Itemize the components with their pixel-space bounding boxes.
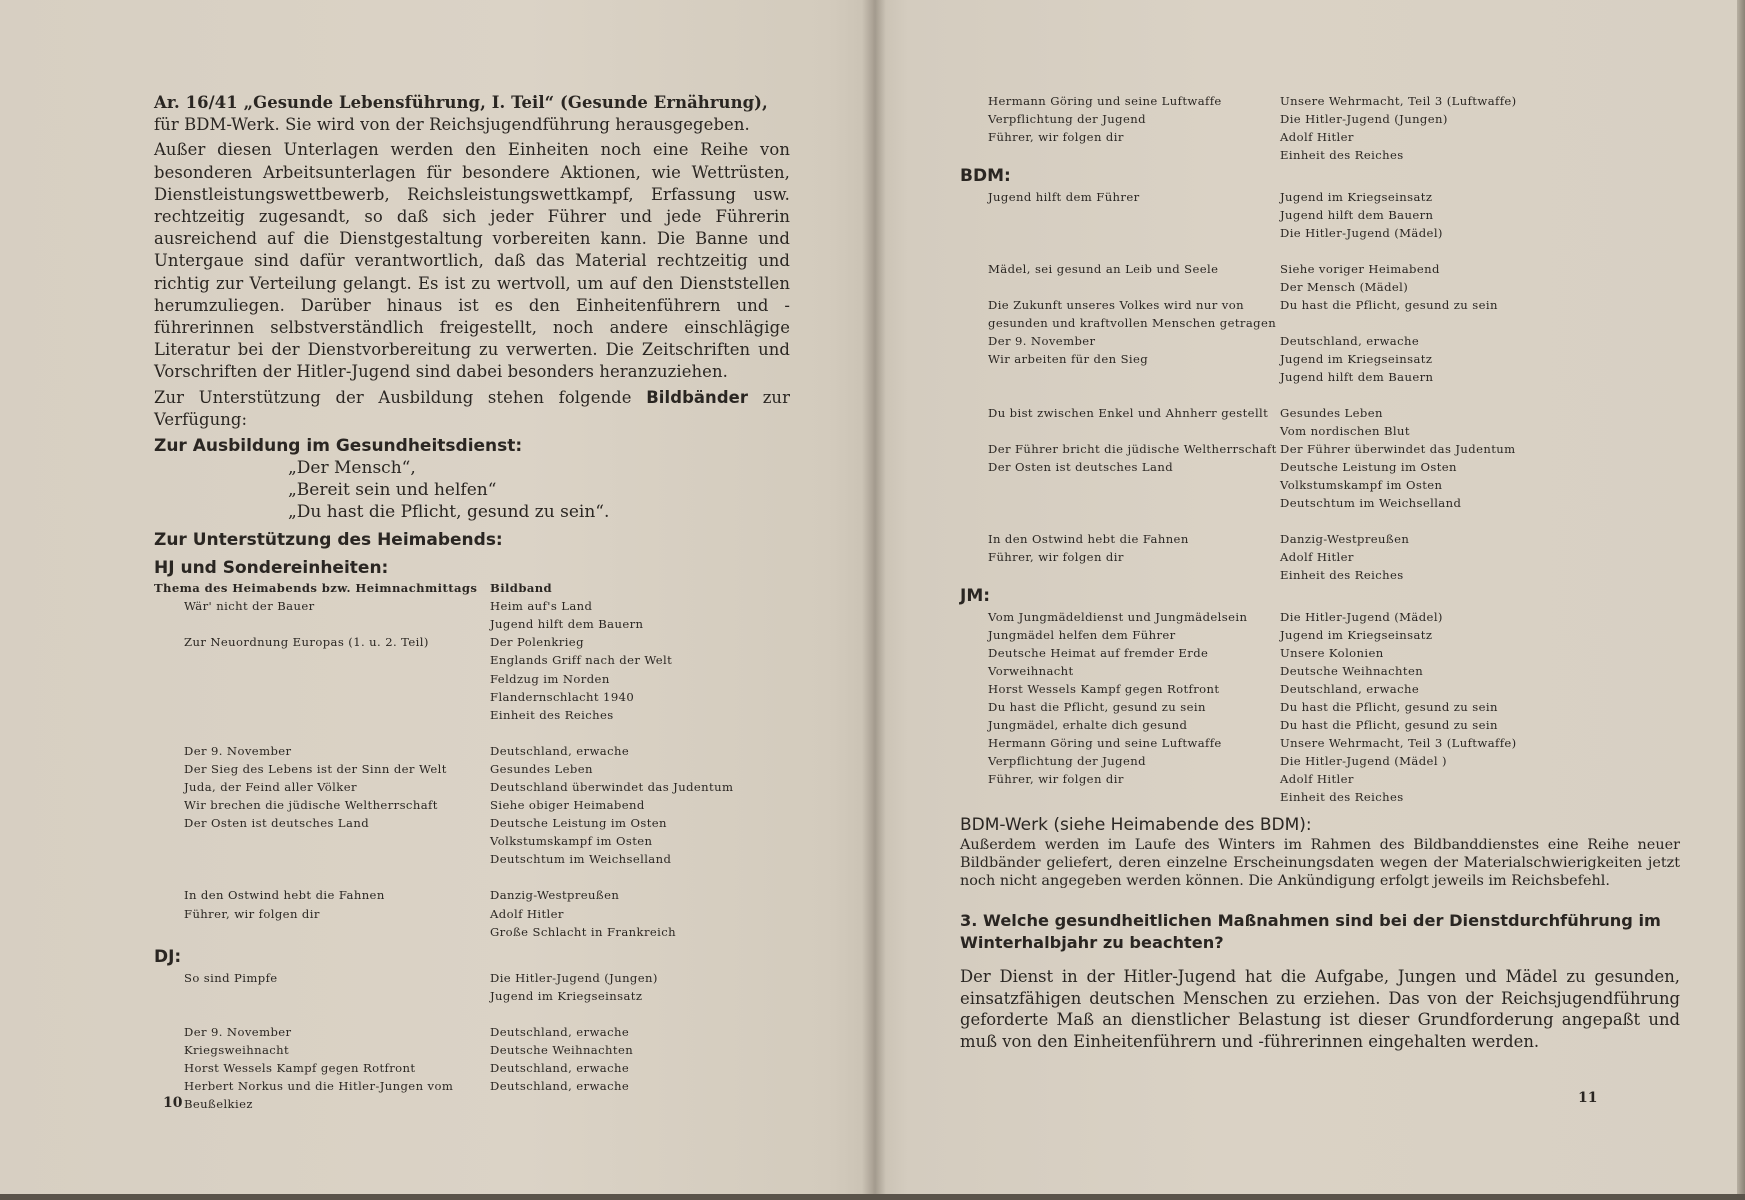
table-row bbox=[154, 1059, 790, 1077]
cell-bildband: Adolf Hitler bbox=[1280, 130, 1354, 144]
cell-thema: Verpflichtung der Jugend bbox=[988, 754, 1146, 768]
table-row bbox=[154, 706, 790, 724]
table-row bbox=[960, 350, 1680, 368]
column-header-thema: Thema des Heimabends bzw. Heimnachmittags bbox=[154, 581, 478, 596]
cell-thema bbox=[960, 422, 1280, 440]
cell-bildband: Jugend im Kriegseinsatz bbox=[1280, 628, 1433, 642]
cell-thema: Jugend hilft dem Führer bbox=[988, 190, 1140, 204]
quote-item: „Du hast die Pflicht, gesund zu sein“. bbox=[288, 502, 610, 523]
cell-bildband: Deutschland, erwache bbox=[490, 1061, 630, 1076]
table-row bbox=[960, 458, 1680, 476]
cell-thema bbox=[960, 368, 1280, 386]
table-row bbox=[154, 742, 790, 760]
bdm-table-body bbox=[960, 188, 1680, 584]
cell-thema: Juda, der Feind aller Völker bbox=[184, 779, 357, 794]
heading-bdm: BDM: bbox=[960, 166, 1011, 186]
cell-bildband: Deutschland überwindet das Judentum bbox=[490, 779, 734, 794]
cell-bildband: Siehe obiger Heimabend bbox=[490, 798, 645, 813]
table-header-row bbox=[154, 579, 790, 597]
cell-thema: In den Ostwind hebt die Fahnen bbox=[184, 888, 385, 903]
cell-thema: Mädel, sei gesund an Leib und Seele bbox=[988, 262, 1219, 276]
cell-thema: Vorweihnacht bbox=[988, 664, 1074, 678]
row-spacer bbox=[960, 512, 1680, 530]
table-row bbox=[154, 923, 790, 941]
heading-gesundheitsdienst: Zur Ausbildung im Gesundheitsdienst: bbox=[154, 436, 523, 457]
cell-thema: Der 9. November bbox=[988, 334, 1096, 348]
table-row bbox=[960, 662, 1680, 680]
table-row bbox=[154, 1023, 790, 1041]
cell-bildband: Deutsche Weihnachten bbox=[1280, 664, 1424, 678]
cell-bildband: Der Führer überwindet das Judentum bbox=[1280, 442, 1516, 456]
cell-thema bbox=[960, 476, 1280, 494]
table-row bbox=[960, 716, 1680, 734]
cell-thema bbox=[154, 832, 490, 850]
cell-bildband: Deutsche Leistung im Osten bbox=[490, 816, 667, 831]
cell-thema bbox=[960, 224, 1280, 242]
cell-bildband: Einheit des Reiches bbox=[1280, 790, 1404, 804]
table-row bbox=[960, 788, 1680, 806]
cell-thema: Kriegsweihnacht bbox=[184, 1043, 290, 1058]
paragraph-bildbaender bbox=[154, 387, 790, 431]
cell-bildband: Jugend hilft dem Bauern bbox=[490, 617, 644, 632]
table-row bbox=[960, 440, 1680, 458]
table-row bbox=[154, 651, 790, 669]
page-number-right: 11 bbox=[1578, 1090, 1598, 1106]
cell-thema bbox=[960, 206, 1280, 224]
cell-bildband: Jugend im Kriegseinsatz bbox=[490, 988, 643, 1003]
table-row bbox=[960, 608, 1680, 626]
cell-bildband: Der Mensch (Mädel) bbox=[1280, 280, 1409, 294]
table-row bbox=[960, 644, 1680, 662]
table-row bbox=[154, 850, 790, 868]
cell-thema: Der Osten ist deutsches Land bbox=[988, 460, 1174, 474]
cell-thema: Vom Jungmädeldienst und Jungmädelsein bbox=[988, 610, 1248, 624]
cell-bildband: Siehe voriger Heimabend bbox=[1280, 262, 1440, 276]
paragraph-bildbaender-bold: Bildbänder bbox=[646, 387, 749, 407]
cell-thema bbox=[154, 987, 490, 1005]
cell-thema: Führer, wir folgen dir bbox=[988, 772, 1124, 786]
table-row bbox=[154, 670, 790, 688]
cell-thema bbox=[960, 566, 1280, 584]
cell-bildband: Einheit des Reiches bbox=[1280, 568, 1404, 582]
table-row bbox=[154, 905, 790, 923]
cell-thema: So sind Pimpfe bbox=[184, 970, 278, 985]
cell-thema bbox=[154, 651, 490, 669]
table-row bbox=[960, 422, 1680, 440]
table-row bbox=[960, 494, 1680, 512]
cell-thema bbox=[154, 850, 490, 868]
table-row bbox=[154, 796, 790, 814]
table-row bbox=[960, 188, 1680, 206]
table-row bbox=[960, 296, 1680, 332]
cell-bildband: Volkstumskampf im Osten bbox=[490, 834, 653, 849]
cell-bildband: Feldzug im Norden bbox=[490, 671, 610, 686]
left-page-content bbox=[154, 92, 790, 1113]
cell-bildband: Danzig-Westpreußen bbox=[490, 888, 620, 903]
table-row bbox=[960, 146, 1680, 164]
jm-table-body bbox=[960, 608, 1680, 806]
cell-thema: Verpflichtung der Jugend bbox=[988, 112, 1146, 126]
cell-bildband: Jugend hilft dem Bauern bbox=[1280, 370, 1434, 384]
table-row bbox=[154, 832, 790, 850]
cell-bildband: Einheit des Reiches bbox=[1280, 148, 1404, 162]
heading-bdm-werk: BDM-Werk (siehe Heimabende des BDM): bbox=[960, 815, 1312, 835]
cell-bildband: Jugend hilft dem Bauern bbox=[1280, 208, 1434, 222]
cell-bildband: Jugend im Kriegseinsatz bbox=[1280, 190, 1433, 204]
cell-bildband: Adolf Hitler bbox=[490, 906, 564, 921]
cell-thema bbox=[960, 788, 1280, 806]
heading-jm: JM: bbox=[960, 586, 991, 606]
table-row bbox=[154, 987, 790, 1005]
cell-thema bbox=[960, 146, 1280, 164]
cell-thema: Zur Neuordnung Europas (1. u. 2. Teil) bbox=[184, 635, 429, 650]
heading-question-3: 3. Welche gesundheitlichen Maßnahmen sind bei der Dienstdurchführung im Winterhalbjahr zu beachten? bbox=[960, 911, 1661, 952]
cell-bildband: Deutsche Weihnachten bbox=[490, 1043, 634, 1058]
cell-thema: In den Ostwind hebt die Fahnen bbox=[988, 532, 1189, 546]
quote-item: „Der Mensch“, bbox=[288, 458, 416, 479]
cell-thema: Horst Wessels Kampf gegen Rotfront bbox=[988, 682, 1220, 696]
row-spacer bbox=[154, 1005, 790, 1023]
table-row bbox=[154, 688, 790, 706]
table-row bbox=[154, 1095, 790, 1113]
cell-bildband: Adolf Hitler bbox=[1280, 550, 1354, 564]
table-row bbox=[960, 752, 1680, 770]
cell-thema: Herbert Norkus und die Hitler-Jungen vom bbox=[184, 1079, 454, 1094]
cell-bildband: Große Schlacht in Frankreich bbox=[490, 924, 677, 939]
cell-bildband: Deutschtum im Weichselland bbox=[1280, 496, 1462, 510]
quote-item: „Bereit sein und helfen“ bbox=[288, 480, 497, 501]
bdm-table bbox=[960, 188, 1680, 584]
cell-thema: Der Osten ist deutsches Land bbox=[184, 816, 370, 831]
row-spacer bbox=[960, 386, 1680, 404]
book-gutter bbox=[862, 0, 886, 1200]
intro-block bbox=[154, 92, 790, 431]
cell-thema: Die Zukunft unseres Volkes wird nur von gesunden und kraftvollen Menschen getragen bbox=[988, 298, 1277, 330]
table-row bbox=[960, 206, 1680, 224]
cell-thema bbox=[154, 670, 490, 688]
table-row bbox=[154, 597, 790, 615]
table-row bbox=[960, 548, 1680, 566]
row-spacer bbox=[154, 868, 790, 886]
table-row bbox=[960, 224, 1680, 242]
table-row bbox=[154, 814, 790, 832]
cell-bildband: Heim auf's Land bbox=[490, 599, 593, 614]
hj-table bbox=[154, 579, 790, 941]
cell-thema bbox=[154, 615, 490, 633]
right-top-table-body bbox=[960, 92, 1680, 164]
table-row bbox=[154, 969, 790, 987]
table-row bbox=[960, 770, 1680, 788]
cell-thema: Jungmädel, erhalte dich gesund bbox=[988, 718, 1188, 732]
cell-thema: Du bist zwischen Enkel und Ahnherr gestellt bbox=[988, 406, 1269, 420]
cell-thema: Wir brechen die jüdische Weltherrschaft bbox=[184, 798, 438, 813]
cell-thema: Führer, wir folgen dir bbox=[988, 130, 1124, 144]
cell-bildband: Vom nordischen Blut bbox=[1280, 424, 1410, 438]
cell-thema: Wär' nicht der Bauer bbox=[184, 599, 315, 614]
cell-bildband: Unsere Wehrmacht, Teil 3 (Luftwaffe) bbox=[1280, 94, 1517, 108]
cell-thema: Der Sieg des Lebens ist der Sinn der Welt bbox=[184, 761, 447, 776]
cell-bildband: Deutschland, erwache bbox=[490, 743, 630, 758]
paragraph-dienst: Der Dienst in der Hitler-Jugend hat die Aufgabe, Jungen und Mädel zu gesunden, einsatzfähigen deutschen Menschen zu erziehen. Das von der Reichsjugendführung geforderte Maß an dienstlicher Belastung ist dieser Grundforderung angepaßt und muß von den Einheitenführern und -führerinnen eingehalten werden. bbox=[960, 967, 1680, 1051]
table-row bbox=[960, 128, 1680, 146]
cell-bildband: Unsere Wehrmacht, Teil 3 (Luftwaffe) bbox=[1280, 736, 1517, 750]
cell-bildband: Flandernschlacht 1940 bbox=[490, 689, 635, 704]
cell-bildband: Die Hitler-Jugend (Mädel) bbox=[1280, 226, 1443, 240]
cell-thema bbox=[154, 923, 490, 941]
table-row bbox=[154, 1077, 790, 1095]
cell-thema: Hermann Göring und seine Luftwaffe bbox=[988, 736, 1222, 750]
table-row bbox=[154, 886, 790, 904]
gesundheitsdienst-list bbox=[288, 457, 790, 523]
cell-thema bbox=[960, 494, 1280, 512]
cell-bildband: Deutschland, erwache bbox=[1280, 682, 1420, 696]
jm-table bbox=[960, 608, 1680, 806]
cell-bildband: Deutschland, erwache bbox=[1280, 334, 1420, 348]
cell-thema bbox=[154, 706, 490, 724]
column-header-bildband: Bildband bbox=[490, 581, 553, 596]
dj-table bbox=[154, 969, 790, 1114]
table-row bbox=[960, 332, 1680, 350]
cell-bildband: Gesundes Leben bbox=[1280, 406, 1383, 420]
cell-bildband: Du hast die Pflicht, gesund zu sein bbox=[1280, 700, 1498, 714]
table-row bbox=[960, 680, 1680, 698]
cell-thema: Jungmädel helfen dem Führer bbox=[988, 628, 1176, 642]
table-row bbox=[154, 1041, 790, 1059]
heading-dj: DJ: bbox=[154, 946, 182, 967]
cell-bildband: Deutschland, erwache bbox=[490, 1079, 630, 1094]
page-edge bbox=[1737, 0, 1745, 1200]
table-row bbox=[960, 530, 1680, 548]
cell-thema: Hermann Göring und seine Luftwaffe bbox=[988, 94, 1222, 108]
cell-thema: Der Führer bricht die jüdische Weltherrschaft bbox=[988, 442, 1277, 456]
table-row bbox=[960, 92, 1680, 110]
dj-table-body bbox=[154, 969, 790, 1114]
intro-heading: Ar. 16/41 „Gesunde Lebensführung, I. Teil“ (Gesunde Ernährung), bbox=[154, 93, 768, 112]
cell-bildband: Die Hitler-Jugend (Jungen) bbox=[1280, 112, 1448, 126]
paragraph-arbeitsunterlagen: Außer diesen Unterlagen werden den Einheiten noch eine Reihe von besonderen Arbeitsunterlagen für besondere Aktionen, wie Wettrüsten, Dienstleistungswettbewerb, Reichsleistungswettkampf, Erfassung usw. rechtzeitig zugesandt, so daß sich jeder Führer und jede Führerin ausreichend auf die Dienstgestaltung vorbereiten kann. Die Banne und Untergaue sind dafür verantwortlich, daß das Material rechtzeitig und richtig zur Verteilung gelangt. Es ist zu wertvoll, um auf den Dienststellen herumzuliegen. Darüber hinaus ist es den Einheitenführern und -führerinnen selbstverständlich freigestellt, noch andere einschlägige Literatur bei der Dienstvorbereitung zu verwerten. Die Zeitschriften und Vorschriften der Hitler-Jugend sind dabei besonders heranzuziehen. bbox=[154, 140, 790, 382]
table-row bbox=[960, 626, 1680, 644]
table-row bbox=[154, 778, 790, 796]
cell-thema: Du hast die Pflicht, gesund zu sein bbox=[988, 700, 1206, 714]
cell-thema: Beußelkiez bbox=[184, 1097, 253, 1112]
table-row bbox=[960, 260, 1680, 278]
cell-bildband: Unsere Kolonien bbox=[1280, 646, 1384, 660]
table-row bbox=[960, 404, 1680, 422]
intro-line-2: für BDM-Werk. Sie wird von der Reichsjugendführung herausgegeben. bbox=[154, 115, 750, 135]
table-row bbox=[960, 110, 1680, 128]
cell-bildband: Deutschtum im Weichselland bbox=[490, 852, 672, 867]
right-page bbox=[873, 0, 1745, 1200]
cell-bildband: Gesundes Leben bbox=[490, 761, 593, 776]
cell-thema: Führer, wir folgen dir bbox=[184, 906, 320, 921]
table-row bbox=[960, 368, 1680, 386]
table-row bbox=[960, 278, 1680, 296]
cell-bildband: Die Hitler-Jugend (Mädel) bbox=[1280, 610, 1443, 624]
cell-thema: Wir arbeiten für den Sieg bbox=[988, 352, 1149, 366]
cell-bildband bbox=[490, 1095, 790, 1113]
table-row bbox=[154, 615, 790, 633]
cell-bildband: Deutsche Leistung im Osten bbox=[1280, 460, 1457, 474]
heading-heimabend: Zur Unterstützung des Heimabends: bbox=[154, 530, 503, 551]
heading-hj-sondereinheiten: HJ und Sondereinheiten: bbox=[154, 558, 389, 579]
hj-table-body bbox=[154, 597, 790, 941]
cell-bildband: Volkstumskampf im Osten bbox=[1280, 478, 1443, 492]
cell-bildband: Danzig-Westpreußen bbox=[1280, 532, 1410, 546]
table-row bbox=[154, 760, 790, 778]
right-page-content bbox=[960, 92, 1680, 1052]
page-number-left: 10 bbox=[163, 1095, 183, 1111]
cell-thema: Horst Wessels Kampf gegen Rotfront bbox=[184, 1061, 416, 1076]
cell-bildband: Die Hitler-Jugend (Jungen) bbox=[490, 970, 658, 985]
cell-bildband: Die Hitler-Jugend (Mädel ) bbox=[1280, 754, 1447, 768]
row-spacer bbox=[960, 242, 1680, 260]
cell-bildband: Englands Griff nach der Welt bbox=[490, 653, 673, 668]
bottom-edge bbox=[0, 1194, 1745, 1200]
table-row bbox=[960, 566, 1680, 584]
cell-thema: Deutsche Heimat auf fremder Erde bbox=[988, 646, 1209, 660]
table-row bbox=[960, 698, 1680, 716]
right-top-table bbox=[960, 92, 1680, 164]
table-row bbox=[960, 734, 1680, 752]
cell-thema bbox=[154, 688, 490, 706]
paragraph-bdm-werk: Außerdem werden im Laufe des Winters im Rahmen des Bildbanddienstes eine Reihe neuer Bildbänder geliefert, deren einzelne Erscheinungsdaten wegen der Materialschwierigkeiten jetzt noch nicht angegeben werden können. Die Ankündigung erfolgt jeweils im Reichsbefehl. bbox=[960, 837, 1680, 889]
cell-bildband: Jugend im Kriegseinsatz bbox=[1280, 352, 1433, 366]
paragraph-bildbaender-start: Zur Unterstützung der Ausbildung stehen folgende bbox=[154, 387, 632, 407]
cell-bildband: Adolf Hitler bbox=[1280, 772, 1354, 786]
cell-thema: Der 9. November bbox=[184, 743, 292, 758]
cell-bildband: Der Polenkrieg bbox=[490, 635, 584, 650]
row-spacer bbox=[154, 724, 790, 742]
cell-bildband: Du hast die Pflicht, gesund zu sein bbox=[1280, 298, 1498, 312]
cell-bildband: Deutschland, erwache bbox=[490, 1024, 630, 1039]
cell-bildband: Einheit des Reiches bbox=[490, 707, 614, 722]
cell-thema: Führer, wir folgen dir bbox=[988, 550, 1124, 564]
paragraph-bildbaender-end: zur Verfügung: bbox=[154, 387, 791, 429]
cell-thema: Der 9. November bbox=[184, 1024, 292, 1039]
cell-thema bbox=[960, 278, 1280, 296]
cell-bildband: Du hast die Pflicht, gesund zu sein bbox=[1280, 718, 1498, 732]
table-row bbox=[154, 633, 790, 651]
table-row bbox=[960, 476, 1680, 494]
